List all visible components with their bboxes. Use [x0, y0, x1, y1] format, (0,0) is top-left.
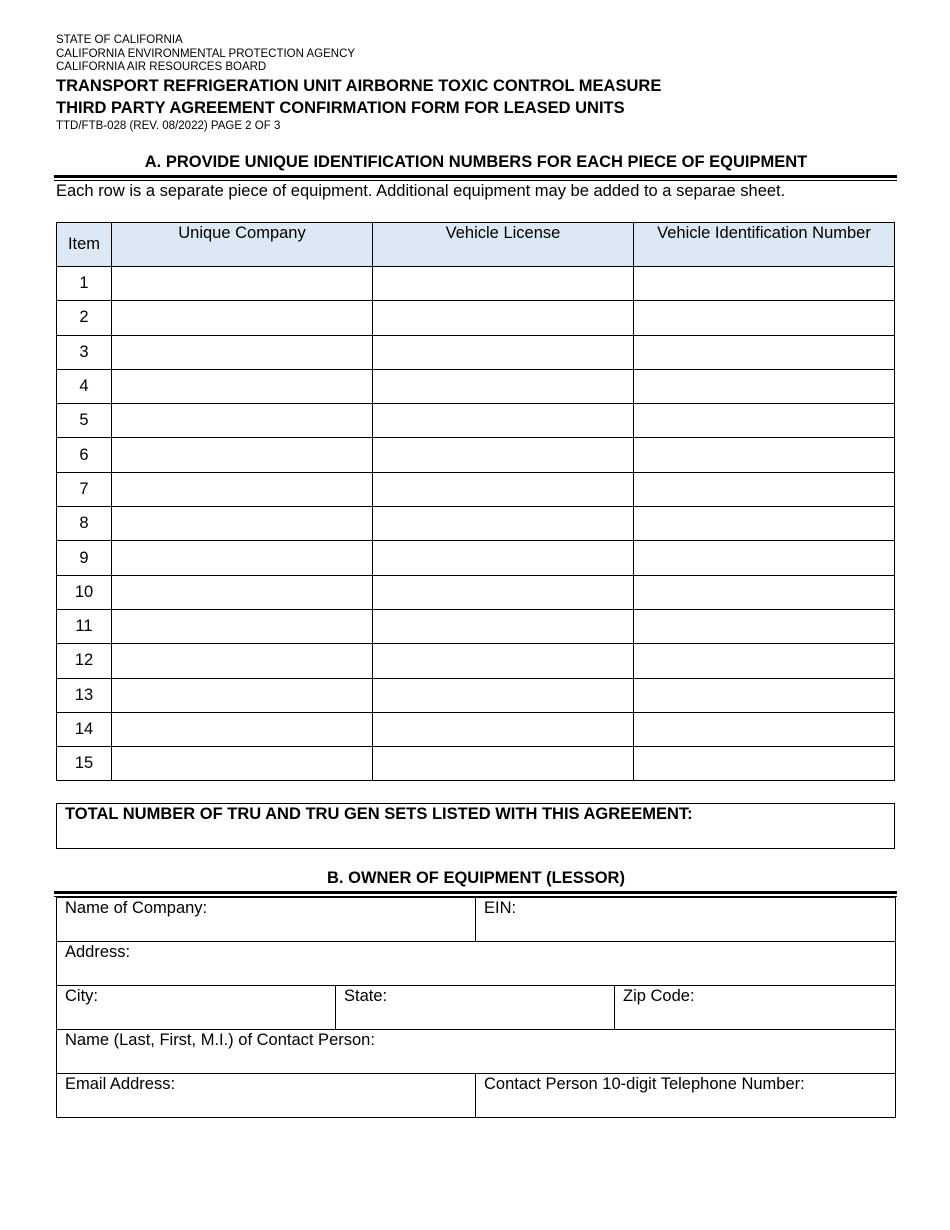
unique-company-cell[interactable]	[112, 747, 373, 781]
table-row	[57, 301, 895, 335]
unique-company-cell[interactable]	[112, 369, 373, 403]
section-a-instructions: Each row is a separate piece of equipment. Additional equipment may be added to a separae sheet.	[56, 182, 786, 200]
table-row	[57, 712, 895, 746]
table-row	[57, 335, 895, 369]
item-number: 5	[57, 404, 112, 438]
vehicle-license-cell[interactable]	[373, 541, 634, 575]
vin-cell[interactable]	[634, 507, 895, 541]
city-field[interactable]	[57, 986, 336, 1030]
vin-cell[interactable]	[634, 335, 895, 369]
item-number: 14	[57, 712, 112, 746]
vin-cell[interactable]	[634, 267, 895, 301]
vin-cell[interactable]	[634, 369, 895, 403]
equipment-table-header	[57, 223, 895, 267]
unique-company-cell[interactable]	[112, 267, 373, 301]
unique-company-cell[interactable]	[112, 541, 373, 575]
item-number: 6	[57, 438, 112, 472]
board-label: CALIFORNIA AIR RESOURCES BOARD	[56, 61, 267, 73]
unique-company-cell[interactable]	[112, 335, 373, 369]
vin-cell[interactable]	[634, 609, 895, 643]
unique-company-cell[interactable]	[112, 472, 373, 506]
vin-cell[interactable]	[634, 678, 895, 712]
table-row	[57, 267, 895, 301]
contact-person-label: Name (Last, First, M.I.) of Contact Person:	[65, 1031, 375, 1049]
vehicle-license-cell[interactable]	[373, 404, 634, 438]
contact-person-field[interactable]	[57, 1030, 896, 1074]
email-label: Email Address:	[65, 1075, 176, 1093]
vin-cell[interactable]	[634, 301, 895, 335]
column-header-unique-company-label: Unique Company	[178, 224, 306, 242]
item-number: 11	[57, 609, 112, 643]
total-units-field[interactable]	[56, 803, 895, 849]
ein-label: EIN:	[484, 899, 517, 917]
address-label: Address:	[65, 943, 131, 961]
unique-company-cell[interactable]	[112, 438, 373, 472]
vehicle-license-cell[interactable]	[373, 335, 634, 369]
column-header-item: Item	[57, 223, 112, 267]
total-units-label: TOTAL NUMBER OF TRU AND TRU GEN SETS LISTED WITH THIS AGREEMENT:	[65, 805, 693, 823]
item-number: 15	[57, 747, 112, 781]
email-field[interactable]	[57, 1074, 476, 1118]
section-a-rule	[54, 175, 897, 181]
equipment-table	[56, 222, 895, 781]
vehicle-license-cell[interactable]	[373, 507, 634, 541]
vin-cell[interactable]	[634, 712, 895, 746]
zip-code-field[interactable]	[615, 986, 896, 1030]
vin-cell[interactable]	[634, 438, 895, 472]
state-field[interactable]	[336, 986, 615, 1030]
unique-company-cell[interactable]	[112, 301, 373, 335]
table-row	[57, 541, 895, 575]
vehicle-license-cell[interactable]	[373, 267, 634, 301]
phone-field[interactable]	[476, 1074, 896, 1118]
vin-cell[interactable]	[634, 541, 895, 575]
phone-label: Contact Person 10-digit Telephone Number:	[484, 1075, 805, 1093]
vin-cell[interactable]	[634, 472, 895, 506]
zip-code-label: Zip Code:	[623, 987, 695, 1005]
owner-table	[56, 897, 896, 1118]
table-row	[57, 438, 895, 472]
equipment-table-body	[57, 267, 895, 781]
company-name-label: Name of Company:	[65, 899, 208, 917]
item-number: 4	[57, 369, 112, 403]
table-row	[57, 575, 895, 609]
item-number: 3	[57, 335, 112, 369]
item-number: 12	[57, 644, 112, 678]
item-number: 13	[57, 678, 112, 712]
state-label: STATE OF CALIFORNIA	[56, 34, 183, 46]
unique-company-cell[interactable]	[112, 507, 373, 541]
unique-company-cell[interactable]	[112, 644, 373, 678]
column-header-vin	[634, 223, 895, 267]
form-title-line-2: THIRD PARTY AGREEMENT CONFIRMATION FORM FOR LEASED UNITS	[56, 98, 625, 117]
vehicle-license-cell[interactable]	[373, 301, 634, 335]
form-header	[56, 34, 896, 133]
state-field-label: State:	[344, 987, 388, 1005]
table-row	[57, 678, 895, 712]
company-name-field[interactable]	[57, 898, 476, 942]
address-field[interactable]	[57, 942, 896, 986]
table-row	[57, 609, 895, 643]
vin-cell[interactable]	[634, 404, 895, 438]
table-row	[57, 747, 895, 781]
item-number: 2	[57, 301, 112, 335]
table-row	[57, 644, 895, 678]
agency-label: CALIFORNIA ENVIRONMENTAL PROTECTION AGENCY	[56, 47, 356, 60]
item-number: 1	[57, 267, 112, 301]
city-label: City:	[65, 987, 98, 1005]
vehicle-license-cell[interactable]	[373, 438, 634, 472]
item-number: 7	[57, 472, 112, 506]
table-row	[57, 369, 895, 403]
item-number: 8	[57, 507, 112, 541]
table-row	[57, 507, 895, 541]
vehicle-license-cell[interactable]	[373, 609, 634, 643]
section-b-heading: B. OWNER OF EQUIPMENT (LESSOR)	[327, 869, 625, 887]
table-row	[57, 404, 895, 438]
column-header-vehicle-license-label: Vehicle License	[445, 224, 561, 242]
unique-company-cell[interactable]	[112, 609, 373, 643]
vehicle-license-cell[interactable]	[373, 575, 634, 609]
unique-company-cell[interactable]	[112, 712, 373, 746]
form-number: TTD/FTB-028 (REV. 08/2022) PAGE 2 OF 3	[56, 119, 281, 132]
vehicle-license-cell[interactable]	[373, 712, 634, 746]
vehicle-license-cell[interactable]	[373, 644, 634, 678]
item-number: 10	[57, 575, 112, 609]
column-header-vin-label: Vehicle Identification Number	[657, 224, 871, 242]
column-header-unique-company	[112, 223, 373, 267]
vin-cell[interactable]	[634, 575, 895, 609]
ein-field[interactable]	[476, 898, 896, 942]
section-a-heading: A. PROVIDE UNIQUE IDENTIFICATION NUMBERS FOR EACH PIECE OF EQUIPMENT	[144, 153, 808, 171]
vin-cell[interactable]	[634, 644, 895, 678]
form-title-line-1: TRANSPORT REFRIGERATION UNIT AIRBORNE TOXIC CONTROL MEASURE	[56, 76, 662, 95]
unique-company-cell[interactable]	[112, 678, 373, 712]
unique-company-cell[interactable]	[112, 404, 373, 438]
item-number: 9	[57, 541, 112, 575]
vehicle-license-cell[interactable]	[373, 747, 634, 781]
column-header-vehicle-license	[373, 223, 634, 267]
unique-company-cell[interactable]	[112, 575, 373, 609]
vehicle-license-cell[interactable]	[373, 472, 634, 506]
vin-cell[interactable]	[634, 747, 895, 781]
table-row	[57, 472, 895, 506]
vehicle-license-cell[interactable]	[373, 369, 634, 403]
vehicle-license-cell[interactable]	[373, 678, 634, 712]
